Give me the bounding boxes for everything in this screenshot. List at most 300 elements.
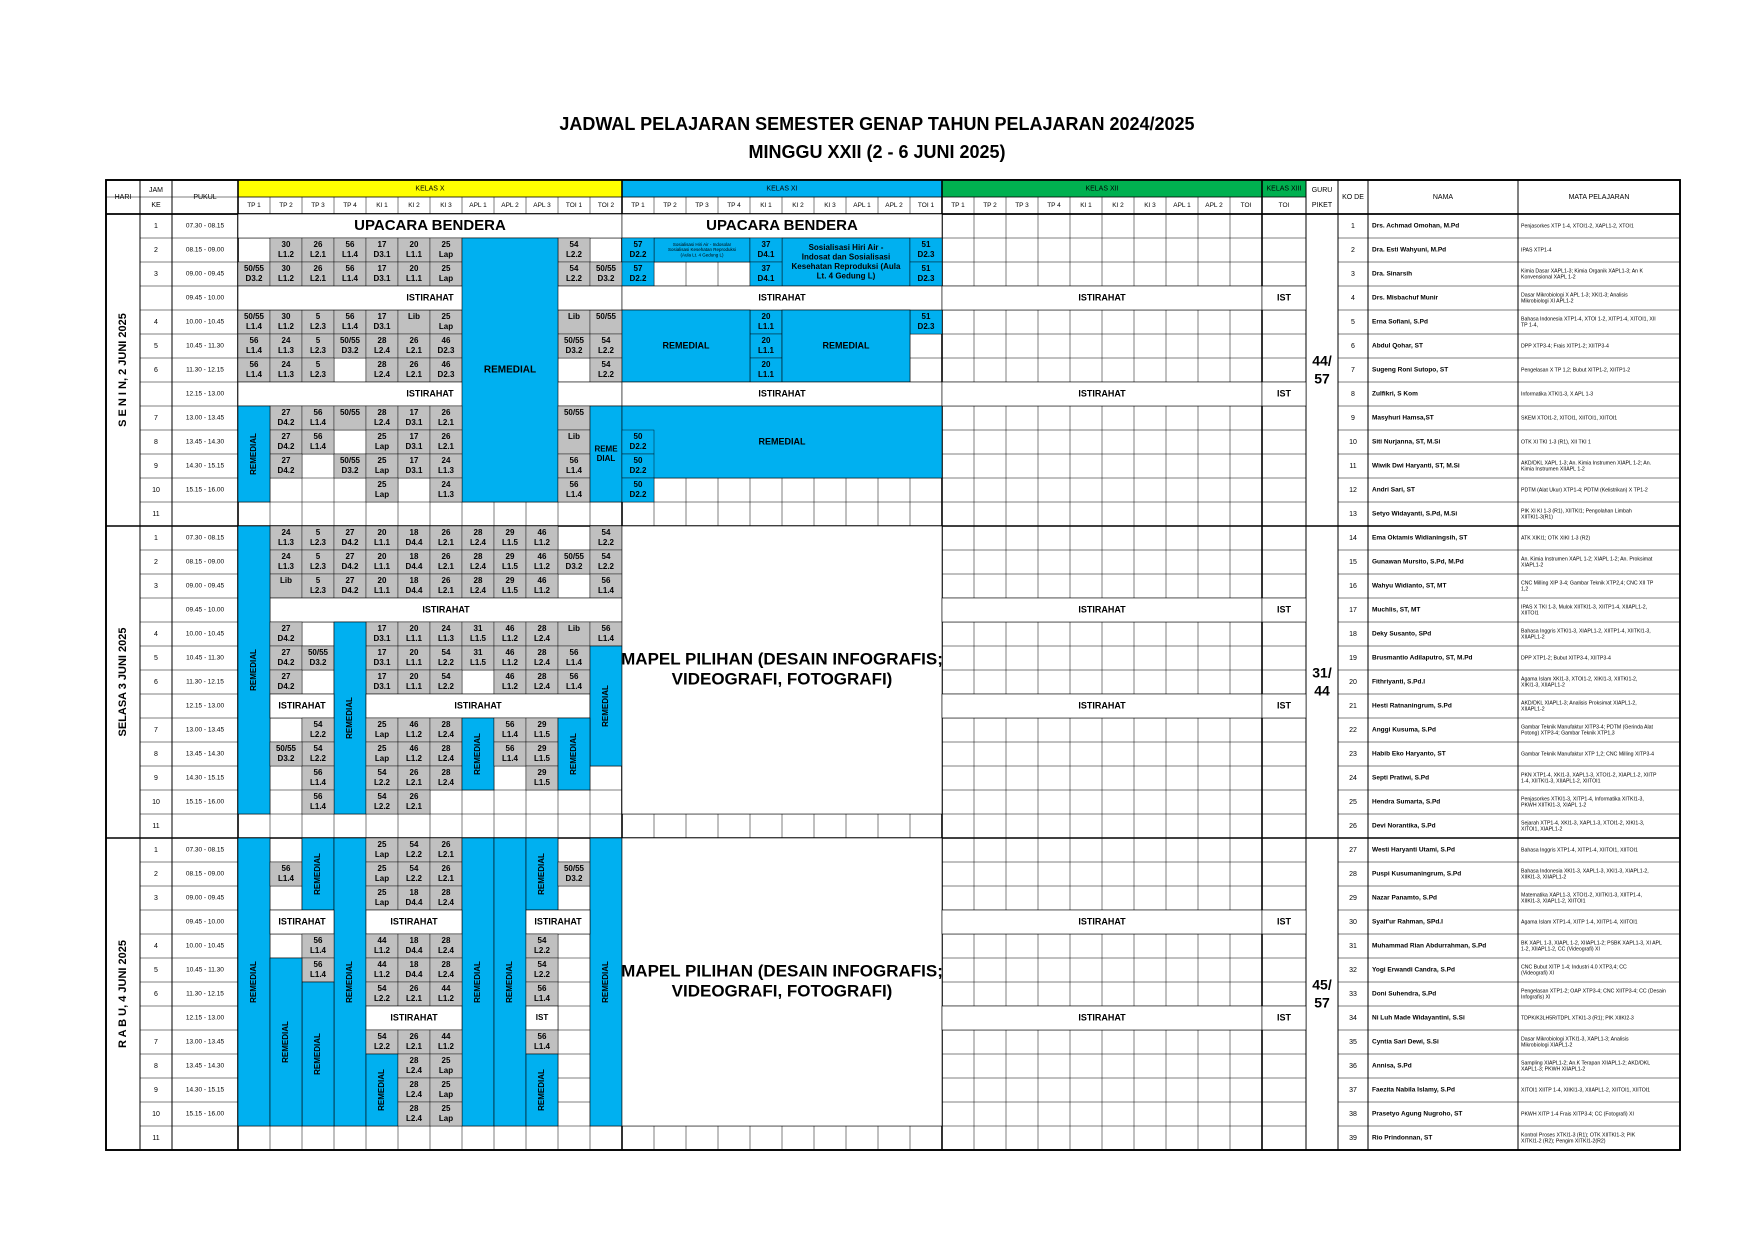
lesson-teacher: 50/55 xyxy=(243,264,265,274)
lesson-teacher: 54 xyxy=(537,960,547,970)
lesson-room: L2.1 xyxy=(437,418,455,428)
lesson-teacher: 44 xyxy=(441,1032,451,1042)
lesson-room: L1.2 xyxy=(501,634,519,644)
piket-count: 44/ xyxy=(1312,352,1332,369)
remedial-block-text: REMEDIAL xyxy=(758,436,806,447)
teacher-subject: Penjasorkes XTP 1-4, XTOI1-2, XAPL1-2, XTOI1 xyxy=(1521,223,1634,230)
lesson-teacher: 27 xyxy=(281,648,291,658)
lesson-teacher: 50/55 xyxy=(563,552,585,562)
lesson-teacher: 28 xyxy=(473,552,483,562)
lesson-room: D3.2 xyxy=(341,466,359,476)
lesson-teacher: 56 xyxy=(601,624,611,634)
lesson-teacher: 24 xyxy=(281,552,291,562)
teacher-no: 2 xyxy=(1351,246,1355,254)
lesson-room: Lap xyxy=(438,250,454,260)
lesson-room: L2.2 xyxy=(373,1042,391,1052)
lesson-teacher: 27 xyxy=(345,552,355,562)
lesson-teacher: 17 xyxy=(409,408,419,418)
class-header-xii: TP 3 xyxy=(1015,202,1029,210)
lesson-teacher: 25 xyxy=(377,720,387,730)
teacher-subject: XIKI1-3, XIIAPL1-2 xyxy=(1521,682,1565,689)
jam-header: JAM xyxy=(149,186,163,194)
lesson-teacher: 20 xyxy=(377,528,387,538)
lesson-room: D4.4 xyxy=(405,970,423,980)
lesson-teacher: 25 xyxy=(441,240,451,250)
lesson-room: L1.4 xyxy=(245,322,263,332)
istirahat-row-text: ISTIRAHAT xyxy=(758,292,806,303)
lesson-room: D3.1 xyxy=(373,322,391,332)
lesson-room: Lap xyxy=(438,1090,454,1100)
remedial-block-text: DIAL xyxy=(596,453,616,463)
teacher-subject: Kimia Dasar XAPL1-3; Kimia Organik XAPL1-3; An K xyxy=(1521,268,1643,275)
lesson-room: D2.2 xyxy=(629,274,647,284)
teacher-name: Deky Susanto, SPd xyxy=(1372,630,1432,638)
lesson-room: L1.2 xyxy=(501,658,519,668)
lesson-room: Lap xyxy=(374,754,390,764)
teacher-subject: IPAS X TKI 1-3, Mulok XIITKI1-3, XIITP1-4, XIIAPL1-2, xyxy=(1521,604,1648,611)
lesson-teacher: 50/55 xyxy=(563,864,585,874)
time-slot: 13.45 - 14.30 xyxy=(185,438,225,446)
lesson-room: Lap xyxy=(374,466,390,476)
lesson-teacher: 25 xyxy=(377,888,387,898)
lesson-teacher: 28 xyxy=(441,888,451,898)
lesson-teacher: 29 xyxy=(537,744,547,754)
lesson-room: L2.3 xyxy=(309,322,327,332)
teacher-name: Sugeng Roni Sutopo, ST xyxy=(1372,366,1449,374)
ist-cell-text: IST xyxy=(1276,1012,1292,1023)
lesson-room: L1.2 xyxy=(277,250,295,260)
jam-ke: 3 xyxy=(154,270,158,278)
lesson-teacher: 54 xyxy=(441,672,451,682)
lesson-teacher: 25 xyxy=(377,864,387,874)
teacher-subject: Kimia Instrumen XIIAPL 1-2 xyxy=(1521,466,1585,473)
remedial-label: REMEDIAL xyxy=(249,433,259,475)
nama-header: NAMA xyxy=(1432,193,1454,201)
teacher-subject: Konvensional XAPL 1-2 xyxy=(1521,274,1576,281)
lesson-room: L1.2 xyxy=(373,946,391,956)
class-header-xii: TP 4 xyxy=(1047,202,1061,210)
time-slot: 14.30 - 15.15 xyxy=(185,774,225,782)
jam-ke: 2 xyxy=(154,870,158,878)
lesson-teacher: 24 xyxy=(441,480,451,490)
piket-count: 44 xyxy=(1314,682,1330,699)
remedial-label: REMEDIAL xyxy=(345,961,355,1003)
lesson-room: L2.2 xyxy=(373,994,391,1004)
class-header-xii: TP 2 xyxy=(983,202,997,210)
lesson-room: D2.2 xyxy=(629,466,647,476)
lesson-teacher: 56 xyxy=(345,264,355,274)
lesson-room: L2.1 xyxy=(437,850,455,860)
teacher-name: Brusmantio Adilaputro, ST, M.Pd xyxy=(1372,654,1473,662)
lesson-teacher: Lib xyxy=(280,576,292,586)
lesson-room: Lap xyxy=(374,874,390,884)
lesson-teacher: 18 xyxy=(409,576,419,586)
teacher-no: 36 xyxy=(1349,1062,1357,1070)
lesson-room: L2.1 xyxy=(437,586,455,596)
lesson-teacher: 28 xyxy=(441,960,451,970)
lesson-room: L1.5 xyxy=(533,754,551,764)
remedial-label: REMEDIAL xyxy=(473,733,483,775)
teacher-subject: CNC Milling XIP 3-4; Gambar Teknik XTP2,4; CNC XII TP xyxy=(1521,580,1654,587)
time-slot: 10.00 - 10.45 xyxy=(185,942,225,950)
lesson-teacher: 56 xyxy=(313,960,323,970)
time-slot: 10.00 - 10.45 xyxy=(185,318,225,326)
lesson-teacher: 26 xyxy=(441,432,451,442)
lesson-teacher: 57 xyxy=(633,264,643,274)
lesson-room: L2.1 xyxy=(437,562,455,572)
lesson-teacher: 46 xyxy=(409,744,419,754)
lesson-room: L1.2 xyxy=(533,586,551,596)
jam-ke: 9 xyxy=(154,774,158,782)
istirahat-row-text: ISTIRAHAT xyxy=(1078,916,1126,927)
teacher-subject: XITOI1, XIAPL1-2 xyxy=(1521,826,1563,833)
teacher-no: 26 xyxy=(1349,822,1357,830)
lesson-room: L2.3 xyxy=(309,346,327,356)
lesson-room: L1.1 xyxy=(373,586,391,596)
lesson-teacher: 5 xyxy=(315,360,321,370)
lesson-room: L2.1 xyxy=(309,274,327,284)
lesson-teacher: Lib xyxy=(408,312,420,322)
lesson-room: D3.1 xyxy=(405,442,423,452)
mapel-pilihan-block-text: VIDEOGRAFI, FOTOGRAFI) xyxy=(671,981,893,1001)
lesson-room: L2.4 xyxy=(373,370,391,380)
remedial-label: REMEDIAL xyxy=(473,961,483,1003)
teacher-no: 23 xyxy=(1349,750,1357,758)
teacher-subject: TP 1-4, xyxy=(1521,322,1538,329)
class-header-xi: TOI 1 xyxy=(917,202,935,210)
teacher-no: 24 xyxy=(1349,774,1357,782)
teacher-subject: Potong) XTP3-4; Gambar Teknik XTP1,3 xyxy=(1521,730,1615,737)
teacher-no: 33 xyxy=(1349,990,1357,998)
lesson-room: L2.4 xyxy=(533,682,551,692)
class-header-x: TP 1 xyxy=(247,202,261,210)
lesson-teacher: 37 xyxy=(761,264,771,274)
teacher-subject: Pengelasan XTP1-2; OAP XTP3-4; CNC XIITP3-4; CC (Desain xyxy=(1521,988,1666,995)
lesson-room: D2.3 xyxy=(917,250,935,260)
lesson-teacher: 56 xyxy=(313,936,323,946)
lesson-room: D4.4 xyxy=(405,946,423,956)
time-slot: 13.00 - 13.45 xyxy=(185,1038,225,1046)
lesson-room: D2.2 xyxy=(629,250,647,260)
remedial-label: REMEDIAL xyxy=(537,853,547,895)
lesson-room: D3.2 xyxy=(565,346,583,356)
lesson-teacher: 54 xyxy=(409,864,419,874)
lesson-room: D4.4 xyxy=(405,586,423,596)
teacher-no: 22 xyxy=(1349,726,1357,734)
teacher-subject: XIITOI1 xyxy=(1521,610,1539,617)
lesson-room: L1.1 xyxy=(373,538,391,548)
time-slot: 10.45 - 11.30 xyxy=(186,966,224,974)
time-slot: 12.15 - 13.00 xyxy=(185,702,225,710)
lesson-room: L2.2 xyxy=(565,250,583,260)
lesson-teacher: 17 xyxy=(409,432,419,442)
remedial-label: REMEDIAL xyxy=(377,1069,387,1111)
teacher-subject: Matematika XAPL1-3, XTOI1-2, XIITKI1-3, XIITP1-4, xyxy=(1521,892,1642,899)
lesson-room: L2.4 xyxy=(437,730,455,740)
class-header-x: TP 4 xyxy=(343,202,357,210)
ke-header: KE xyxy=(151,201,161,209)
lesson-room: D3.1 xyxy=(373,658,391,668)
lesson-teacher: 54 xyxy=(601,360,611,370)
time-slot: 09.00 - 09.45 xyxy=(185,270,225,278)
lesson-teacher: 50/55 xyxy=(339,336,361,346)
lesson-teacher: 28 xyxy=(441,936,451,946)
time-slot: 10.45 - 11.30 xyxy=(186,342,224,350)
lesson-teacher: 56 xyxy=(537,1032,547,1042)
lesson-teacher: 30 xyxy=(281,240,291,250)
istirahat-row-text: ISTIRAHAT xyxy=(406,292,454,303)
istirahat-row-text: ISTIRAHAT xyxy=(1078,388,1126,399)
lesson-room: L2.1 xyxy=(405,1042,423,1052)
lesson-teacher: 54 xyxy=(569,240,579,250)
jam-ke: 2 xyxy=(154,246,158,254)
class-header-xiii: TOI xyxy=(1278,202,1290,210)
lesson-room: L1.5 xyxy=(533,778,551,788)
lesson-teacher: 20 xyxy=(761,360,771,370)
teacher-name: Doni Suhendra, S.Pd xyxy=(1372,990,1437,998)
lesson-room: L1.4 xyxy=(277,874,295,884)
remedial-label: REMEDIAL xyxy=(345,697,355,739)
lesson-teacher: 25 xyxy=(441,1104,451,1114)
lesson-teacher: 56 xyxy=(313,432,323,442)
lesson-teacher: Lib xyxy=(568,432,580,442)
teacher-subject: AKD/DKL XAPL 1-3; An. Kimia Instrumen XIAPL 1-2; An. xyxy=(1521,460,1652,467)
teacher-no: 1 xyxy=(1351,222,1355,230)
teacher-name: Syaif'ur Rahman, SPd.I xyxy=(1372,918,1443,926)
lesson-room: L2.4 xyxy=(405,1066,423,1076)
jam-ke: 4 xyxy=(154,630,158,638)
lesson-teacher: 5 xyxy=(315,552,321,562)
teacher-subject: Bahasa Inggris XTP1-4, XITP1-4, XIITOI1, XIITOI1 xyxy=(1521,847,1638,854)
lesson-room: L1.4 xyxy=(309,442,327,452)
lesson-teacher: 26 xyxy=(409,360,419,370)
lesson-room: L2.4 xyxy=(469,538,487,548)
teacher-no: 14 xyxy=(1349,534,1357,542)
teacher-subject: Mikrobiologi XIAPL1-2 xyxy=(1521,1042,1573,1049)
lesson-room: L1.4 xyxy=(309,970,327,980)
lesson-teacher: 28 xyxy=(377,360,387,370)
time-slot: 12.15 - 13.00 xyxy=(185,1014,225,1022)
lesson-room: L1.2 xyxy=(533,562,551,572)
lesson-room: D3.2 xyxy=(309,658,327,668)
jam-ke: 7 xyxy=(154,414,158,422)
lesson-room: L2.2 xyxy=(373,802,391,812)
teacher-no: 20 xyxy=(1349,678,1357,686)
lesson-room: L2.2 xyxy=(597,346,615,356)
class-header-x: KI 1 xyxy=(376,202,388,210)
istirahat-row-text: ISTIRAHAT xyxy=(278,700,326,711)
lesson-teacher: 56 xyxy=(249,336,259,346)
lesson-room: L1.4 xyxy=(565,658,583,668)
teacher-subject: 1,2 xyxy=(1521,586,1529,593)
lesson-room: L1.4 xyxy=(309,946,327,956)
teacher-no: 4 xyxy=(1351,294,1355,302)
teacher-name: Muchlis, ST, MT xyxy=(1372,606,1421,614)
lesson-teacher: 17 xyxy=(377,312,387,322)
lesson-teacher: 56 xyxy=(505,720,515,730)
lesson-room: L1.4 xyxy=(597,586,615,596)
lesson-teacher: 5 xyxy=(315,576,321,586)
lesson-teacher: 28 xyxy=(377,408,387,418)
lesson-room: D3.1 xyxy=(405,418,423,428)
lesson-teacher: 56 xyxy=(249,360,259,370)
lesson-teacher: 50/55 xyxy=(275,744,297,754)
teacher-name: Anggi Kusuma, S.Pd xyxy=(1372,726,1436,734)
lesson-room: D3.2 xyxy=(277,754,295,764)
teacher-no: 11 xyxy=(1349,462,1357,470)
lesson-teacher: 28 xyxy=(537,648,547,658)
lesson-room: D4.2 xyxy=(277,658,295,668)
sosialisasi-block-text: Lt. 4 Gedung L) xyxy=(816,271,876,281)
class-header-xii: TOI xyxy=(1240,202,1252,210)
lesson-teacher: 54 xyxy=(377,768,387,778)
time-slot: 11.30 - 12.15 xyxy=(186,990,224,998)
teacher-subject: PKWH XIITKI1-3, XIAPL 1-2 xyxy=(1521,802,1587,809)
lesson-room: L1.5 xyxy=(533,730,551,740)
lesson-teacher: 46 xyxy=(537,528,547,538)
jam-ke: 11 xyxy=(152,1134,160,1142)
lesson-room: L1.2 xyxy=(437,994,455,1004)
lesson-teacher: 28 xyxy=(537,624,547,634)
istirahat-row-text: ISTIRAHAT xyxy=(278,916,326,927)
lesson-teacher: 17 xyxy=(377,240,387,250)
lesson-room: L2.2 xyxy=(309,730,327,740)
lesson-teacher: 26 xyxy=(409,1032,419,1042)
lesson-room: L1.2 xyxy=(373,970,391,980)
lesson-teacher: 56 xyxy=(569,480,579,490)
time-slot: 13.45 - 14.30 xyxy=(185,1062,225,1070)
lesson-teacher: 50/55 xyxy=(563,336,585,346)
lesson-teacher: 18 xyxy=(409,936,419,946)
lesson-room: D3.1 xyxy=(373,634,391,644)
time-slot: 09.45 - 10.00 xyxy=(185,918,225,926)
lesson-room: L1.5 xyxy=(469,634,487,644)
lesson-teacher: 25 xyxy=(377,432,387,442)
lesson-teacher: 50/55 xyxy=(339,408,361,418)
lesson-room: L2.2 xyxy=(597,370,615,380)
jam-ke: 5 xyxy=(154,342,158,350)
teacher-subject: SKEM XTOI1-2, XITOI1, XIITOI1, XIITOI1 xyxy=(1521,415,1618,422)
teacher-subject: Infografis) XI xyxy=(1521,994,1551,1001)
day-label: S E N I N, 2 JUNI 2025 xyxy=(116,313,129,427)
lesson-teacher: 28 xyxy=(473,576,483,586)
teacher-subject: Sampling XIAPL1-2; An.K Terapan XIIAPL1-2; AKD/DKL xyxy=(1521,1060,1651,1067)
lesson-teacher: 54 xyxy=(409,840,419,850)
lesson-room: L1.3 xyxy=(437,490,455,500)
lesson-teacher: 20 xyxy=(409,648,419,658)
teacher-subject: ATK XIKI1; OTK XIKI 1-3 (R2) xyxy=(1521,535,1591,542)
jam-ke: 11 xyxy=(152,822,160,830)
jam-ke: 6 xyxy=(154,990,158,998)
teacher-subject: Informatika XTKI1-3, X APL 1-3 xyxy=(1521,391,1594,398)
lesson-teacher: 56 xyxy=(313,792,323,802)
time-slot: 10.00 - 10.45 xyxy=(185,630,225,638)
lesson-room: L2.1 xyxy=(437,874,455,884)
lesson-teacher: 56 xyxy=(569,672,579,682)
lesson-teacher: 54 xyxy=(601,336,611,346)
class-header-xi: KI 3 xyxy=(824,202,836,210)
class-header-x: KI 3 xyxy=(440,202,452,210)
piket-count: 45/ xyxy=(1312,976,1332,993)
time-slot: 09.45 - 10.00 xyxy=(185,606,225,614)
lesson-room: D3.2 xyxy=(565,562,583,572)
teacher-subject: XIIKI1-3, XIAPL1-2, XIITOI1 xyxy=(1521,898,1586,905)
guru-header: GURU xyxy=(1311,186,1333,194)
sosialisasi-block-text: (Aula Lt. 4 Gedung L) xyxy=(680,252,724,258)
lesson-teacher: 57 xyxy=(633,240,643,250)
class-header-xi: KI 1 xyxy=(760,202,772,210)
lesson-teacher: 28 xyxy=(409,1104,419,1114)
teacher-name: Hesti Ratnaningrum, S.Pd xyxy=(1372,702,1452,710)
lesson-room: L1.1 xyxy=(405,658,423,668)
piket-header: PIKET xyxy=(1311,201,1333,209)
lesson-room: D3.2 xyxy=(245,274,263,284)
lesson-teacher: 30 xyxy=(281,264,291,274)
teacher-no: 8 xyxy=(1351,390,1355,398)
lesson-room: D3.2 xyxy=(565,874,583,884)
jam-ke: 10 xyxy=(152,486,160,494)
time-slot: 07.30 - 08.15 xyxy=(185,534,225,542)
lesson-room: Lap xyxy=(438,274,454,284)
istirahat-row-text: ISTIRAHAT xyxy=(406,388,454,399)
lesson-teacher: 20 xyxy=(409,672,419,682)
lesson-teacher: 27 xyxy=(345,576,355,586)
class-header-x: APL 2 xyxy=(501,202,519,210)
lesson-room: L1.3 xyxy=(437,634,455,644)
lesson-room: L1.4 xyxy=(245,370,263,380)
kelas-xiii-label: KELAS XIII xyxy=(1266,185,1302,193)
lesson-teacher: 20 xyxy=(409,624,419,634)
lesson-teacher: 54 xyxy=(377,792,387,802)
class-header-x: KI 2 xyxy=(408,202,420,210)
lesson-teacher: 51 xyxy=(921,240,931,250)
teacher-subject: BK XAPL 1-3, XIAPL 1-2, XIIAPL1-2; PSBK XAPL1-3, XI APL xyxy=(1521,940,1662,947)
teacher-no: 12 xyxy=(1349,486,1357,494)
lesson-room: L1.4 xyxy=(597,634,615,644)
remedial-label: REMEDIAL xyxy=(313,853,323,895)
teacher-subject: Gambar Teknik Manufaktur XITP3-4; PDTM (Gerinda Alat xyxy=(1521,724,1653,731)
class-header-xi: TP 4 xyxy=(727,202,741,210)
lesson-room: L2.3 xyxy=(309,586,327,596)
jam-ke: 9 xyxy=(154,462,158,470)
teacher-no: 18 xyxy=(1349,630,1357,638)
istirahat-row-text: ISTIRAHAT xyxy=(534,916,582,927)
teacher-name: Fithriyanti, S.Pd.I xyxy=(1372,678,1426,686)
lesson-room: L1.2 xyxy=(437,1042,455,1052)
ist-cell-text: IST xyxy=(1276,916,1292,927)
lesson-room: Lap xyxy=(374,730,390,740)
lesson-room: L1.4 xyxy=(341,322,359,332)
jam-ke: 4 xyxy=(154,942,158,950)
lesson-room: L1.1 xyxy=(405,274,423,284)
lesson-teacher: 46 xyxy=(537,576,547,586)
jam-ke: 1 xyxy=(154,222,158,230)
lesson-room: L1.1 xyxy=(757,370,775,380)
teacher-name: Zulfikri, S Kom xyxy=(1372,390,1418,398)
lesson-room: L2.2 xyxy=(565,274,583,284)
lesson-teacher: 51 xyxy=(921,312,931,322)
jam-ke: 10 xyxy=(152,798,160,806)
lesson-teacher: 20 xyxy=(377,576,387,586)
teacher-no: 5 xyxy=(1351,318,1355,326)
lesson-room: D4.2 xyxy=(277,634,295,644)
teacher-subject: Mikrobiologi XI APL1-2 xyxy=(1521,298,1574,305)
lesson-room: Lap xyxy=(374,898,390,908)
teacher-name: Ema Oktamis Widianingsih, ST xyxy=(1372,534,1468,542)
lesson-teacher: 46 xyxy=(537,552,547,562)
lesson-teacher: 25 xyxy=(441,312,451,322)
lesson-room: L1.2 xyxy=(501,682,519,692)
